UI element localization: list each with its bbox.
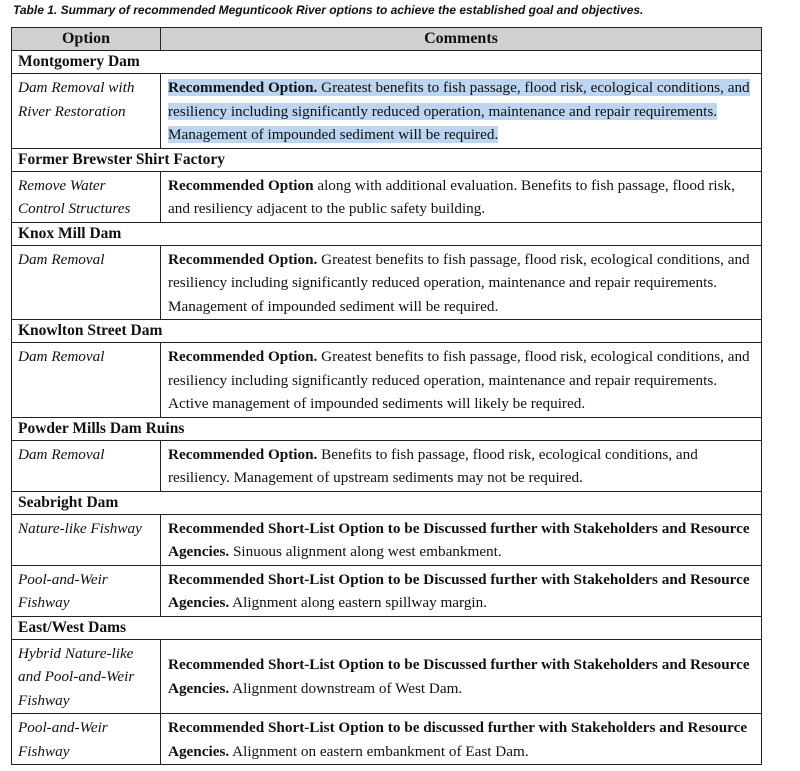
comment-cell [161, 440, 762, 491]
comment-text: Greatest benefits to fish passage, flood risk, ecological conditions, and resiliency including significantly reduced operation, maintenance and repair requirements. Management of impounded sediment will be required. [168, 79, 750, 143]
recommendation-label: Recommended Option. [168, 79, 318, 96]
table-row [12, 440, 762, 491]
selected-text-highlight[interactable] [168, 79, 750, 143]
option-cell: Pool-and-Weir Fishway [12, 565, 161, 616]
option-cell: Pool-and-Weir Fishway [12, 714, 161, 765]
group-row-seabright [12, 491, 762, 514]
comment-text: Alignment on eastern embankment of East Dam. [229, 742, 529, 760]
group-title: Knox Mill Dam [12, 222, 762, 245]
comments-column-header: Comments [161, 28, 762, 51]
option-cell: Dam Removal [12, 245, 161, 320]
group-row-knox [12, 222, 762, 245]
comment-text: Alignment along eastern spillway margin. [229, 594, 488, 611]
recommendation-label: Recommended Short-List Option to be discussed further with Stakeholders and Resource Agencies. [168, 719, 748, 760]
comment-text: Benefits to fish passage, flood risk, ecological conditions, and resiliency. Management of upstream sediments may not be required. [168, 445, 698, 486]
recommendation-label: Recommended Option [168, 176, 314, 194]
table-row [12, 171, 762, 222]
table-row [12, 343, 762, 418]
group-title: Montgomery Dam [12, 51, 762, 74]
recommendation-label: Recommended Short-List Option to be Discussed further with Stakeholders and Resource Agencies. [168, 656, 750, 697]
group-row-knowlton [12, 320, 762, 343]
comment-cell [161, 639, 762, 714]
table-row [12, 565, 762, 616]
comment-text: along with additional evaluation. Benefits to fish passage, flood risk, and resiliency adjacent to the public safety building. [168, 176, 735, 217]
table-caption: Table 1. Summary of recommended Megunticook River options to achieve the established goal and objectives. [13, 3, 644, 17]
group-row-east-west [12, 616, 762, 639]
comment-text: Greatest benefits to fish passage, flood risk, ecological conditions, and resiliency including significantly reduced operation, maintenance and repair requirements. Management of impounded sediment will be required. [168, 250, 750, 315]
group-title: East/West Dams [12, 616, 762, 639]
comment-cell [161, 514, 762, 565]
comment-cell [161, 565, 762, 616]
comment-cell [161, 343, 762, 418]
options-table [11, 27, 762, 765]
table-row [12, 714, 762, 765]
table-row [12, 245, 762, 320]
group-title: Seabright Dam [12, 491, 762, 514]
option-cell: Nature-like Fishway [12, 514, 161, 565]
option-column-header: Option [12, 28, 161, 51]
comment-cell [161, 245, 762, 320]
group-row-brewster [12, 148, 762, 171]
recommendation-label: Recommended Short-List Option to be Discussed further with Stakeholders and Resource Agencies. [168, 570, 750, 611]
table-header-row [12, 28, 762, 51]
table-row [12, 514, 762, 565]
comment-cell [161, 171, 762, 222]
option-cell: Remove Water Control Structures [12, 171, 161, 222]
table-row [12, 74, 762, 149]
recommendation-label: Recommended Short-List Option to be Discussed further with Stakeholders and Resource Agencies. [168, 519, 750, 560]
option-cell: Hybrid Nature-like and Pool-and-Weir Fishway [12, 639, 161, 714]
comment-text: Sinuous alignment along west embankment. [229, 543, 502, 560]
recommendation-label: Recommended Option. [168, 250, 318, 268]
table-row [12, 639, 762, 714]
option-cell: Dam Removal [12, 440, 161, 491]
group-row-montgomery [12, 51, 762, 74]
group-title: Powder Mills Dam Ruins [12, 417, 762, 440]
group-row-powder-mills [12, 417, 762, 440]
group-title: Former Brewster Shirt Factory [12, 148, 762, 171]
comment-text: Greatest benefits to fish passage, flood risk, ecological conditions, and resiliency including significantly reduced operation, maintenance and repair requirements. Active management of impounded sediments will likely be required. [168, 348, 750, 412]
comment-cell[interactable] [161, 74, 762, 149]
option-cell: Dam Removal [12, 343, 161, 418]
comment-text: Alignment downstream of West Dam. [229, 679, 463, 697]
comment-cell [161, 714, 762, 765]
recommendation-label: Recommended Option. [168, 445, 318, 463]
recommendation-label: Recommended Option. [168, 348, 318, 365]
group-title: Knowlton Street Dam [12, 320, 762, 343]
option-cell: Dam Removal with River Restoration [12, 74, 161, 149]
